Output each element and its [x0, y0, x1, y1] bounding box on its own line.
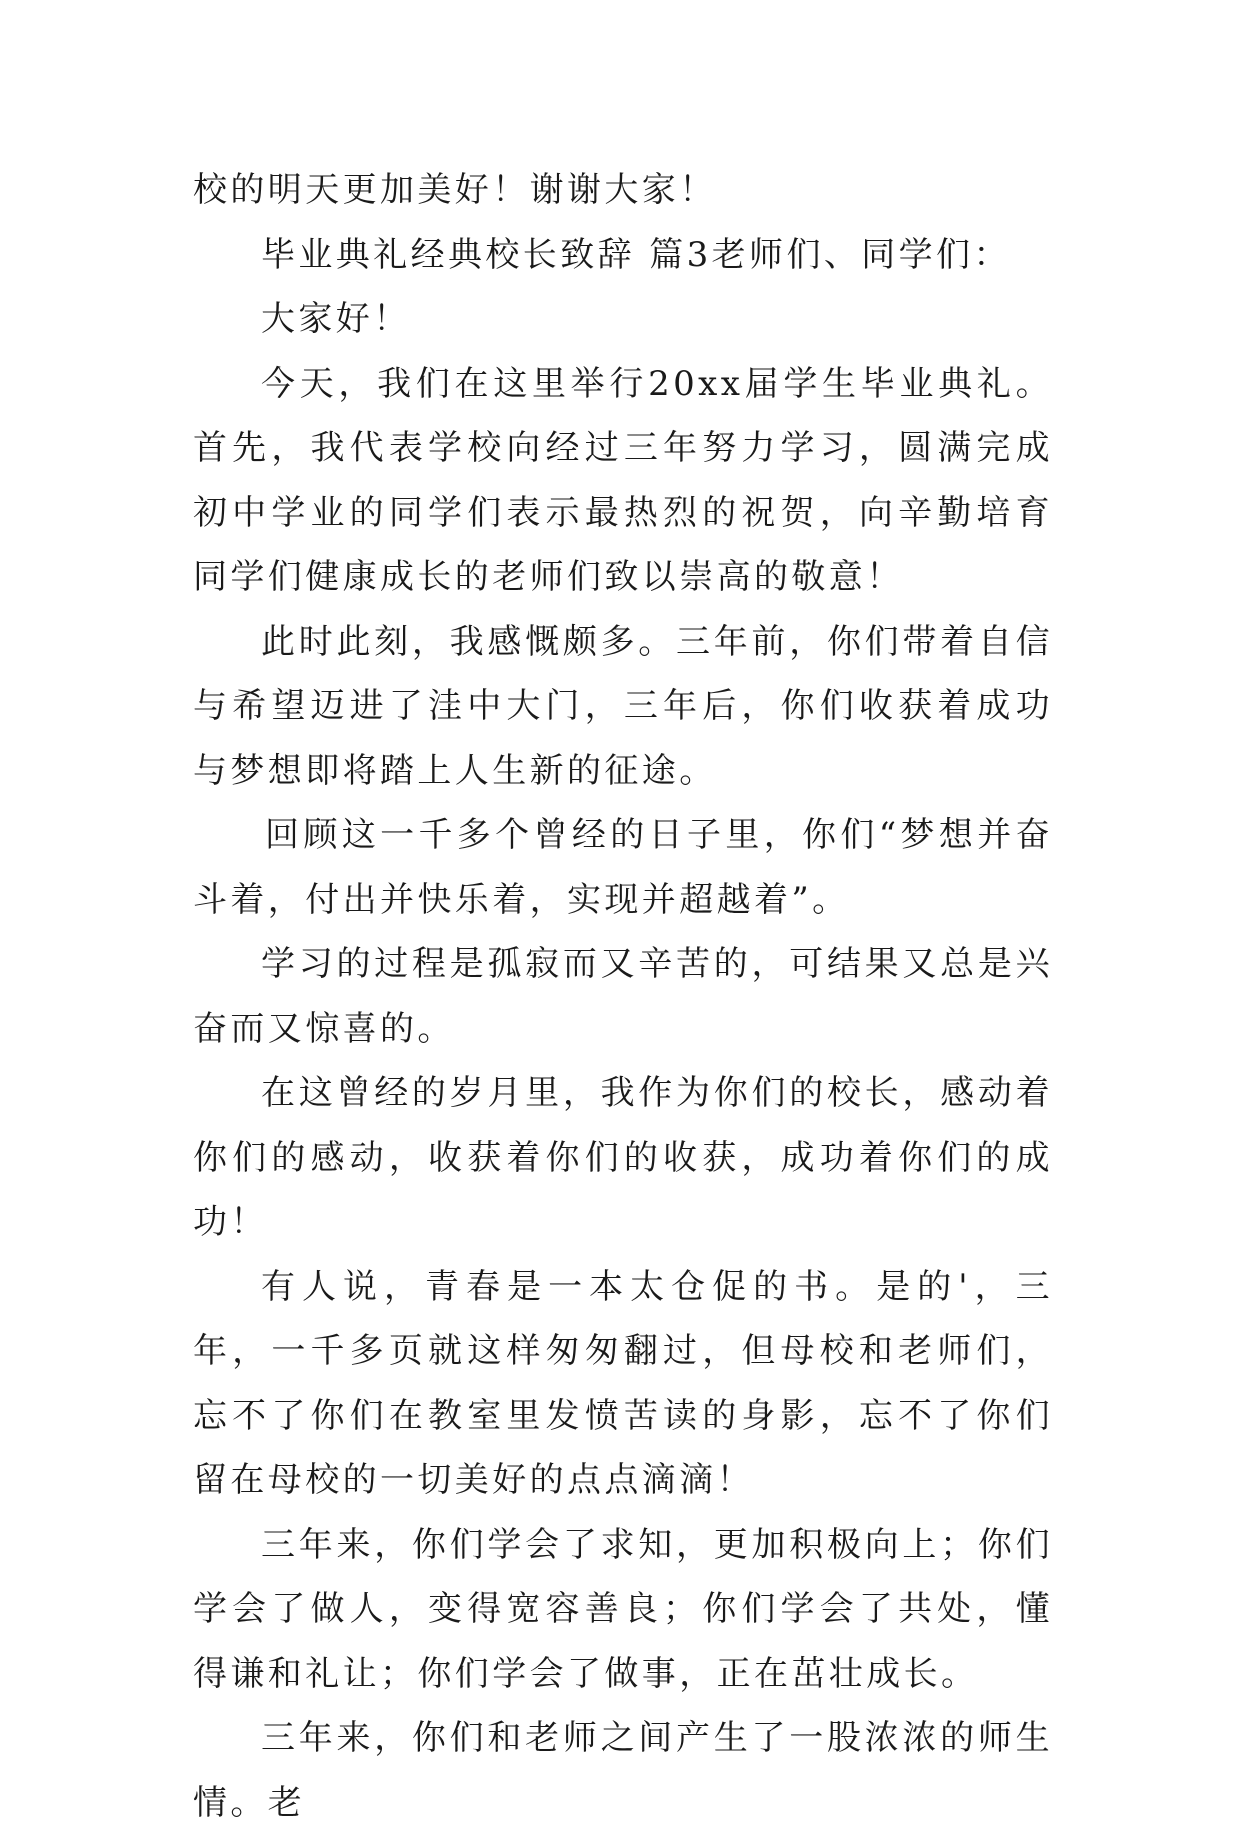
paragraph-9: 有人说，青春是一本太仓促的书。是的'，三年，一千多页就这样匆匆翻过，但母校和老师们，忘不了你们在教室里发愤苦读的身影，忘不了你们留在母校的一切美好的点点滴滴！: [193, 1266, 1053, 1500]
paragraph-8: 在这曾经的岁月里，我作为你们的校长，感动着你们的感动，收获着你们的收获，成功着你们的成功！: [193, 1073, 1053, 1242]
document-body: [193, 158, 1053, 1835]
paragraph-2-heading: 毕业典礼经典校长致辞 篇3老师们、同学们：: [261, 234, 1011, 275]
paragraph-5: 此时此刻，我感慨颇多。三年前，你们带着自信与希望迈进了洼中大门，三年后，你们收获着成功与梦想即将踏上人生新的征途。: [193, 621, 1053, 791]
paragraph-3-greeting: 大家好！: [261, 299, 411, 339]
paragraph-4: 今天，我们在这里举行20xx届学生毕业典礼。首先，我代表学校向经过三年努力学习，圆满完成初中学业的同学们表示最热烈的祝贺，向辛勤培育同学们健康成长的老师们致以崇高的敬意！: [193, 363, 1053, 597]
paragraph-10: 三年来，你们学会了求知，更加积极向上；你们学会了做人，变得宽容善良；你们学会了共处，懂得谦和礼让；你们学会了做事，正在茁壮成长。: [193, 1524, 1053, 1694]
paragraph-11: 三年来，你们和老师之间产生了一股浓浓的师生情。老: [193, 1718, 1053, 1823]
paragraph-7: 学习的过程是孤寂而又辛苦的，可结果又总是兴奋而又惊喜的。: [193, 944, 1053, 1049]
paragraph-6: 回顾这一千多个曾经的日子里，你们“梦想并奋斗着，付出并快乐着，实现并超越着”。: [193, 815, 1053, 920]
paragraph-1: 校的明天更加美好！谢谢大家！: [193, 170, 717, 210]
